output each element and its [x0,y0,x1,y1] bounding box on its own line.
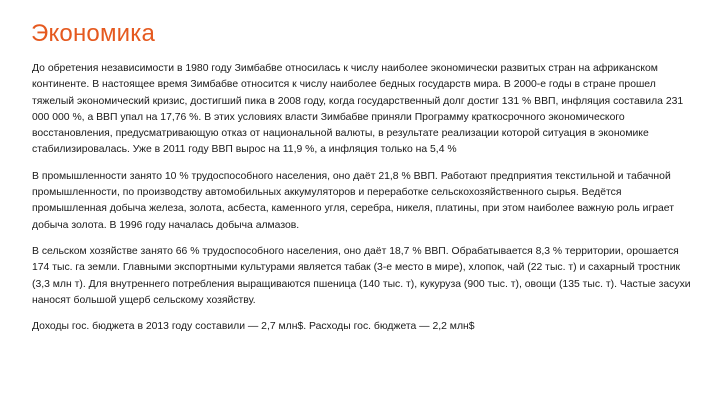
paragraph-industry: В промышленности занято 10 % трудоспособного населения, оно даёт 21,8 % ВВП. Работают предприятия текстильной и табачной промышленности, по производству автомобильных аккумуляторов и переработке сельскохозяйственного сырья. Ведётся промышленная добыча железа, золота, асбеста, каменного угля, серебра, никеля, платины, при этом наиболее важную роль играет добыча золота. В 1996 году началась добыча алмазов. [32,170,674,231]
paragraph-economy-history: До обретения независимости в 1980 году Зимбабве относилась к числу наиболее экономически развитых стран на африканском континенте. В настоящее время Зимбабве относится к числу наиболее бедных государств мира. В 2000-е годы в стране прошел тяжелый экономический кризис, достигший пика в 2008 году, когда государственный долг достиг 131 % ВВП, инфляция составила 231 000 000 %, а ВВП упал на 17,76 %. В этих условиях власти Зимбабве приняли Программу краткосрочного экономического восстановления, предусматривающую отказ от национальной валюты, в результате реализации которой ситуация в экономике стабилизировалась. Уже в 2011 году ВВП вырос на 11,9 %, а инфляция только на 5,4 % [32,63,684,156]
slide-body [32,61,692,345]
paragraph-agriculture: В сельском хозяйстве занято 66 % трудоспособного населения, оно даёт 18,7 % ВВП. Обрабатывается 8,3 % территории, орошается 174 тыс. га земли. Главными экспортными культурами является табак (3-е место в мире), хлопок, чай (22 тыс. т) и сахарный тростник (3,3 млн т). Для внутреннего потребления выращиваются пшеница (140 тыс. т), кукуруза (900 тыс. т), овощи (135 тыс. т). Частые засухи наносят большой ущерб сельскому хозяйству. [32,245,691,306]
slide-title: Экономика [31,20,156,47]
paragraph-budget: Доходы гос. бюджета в 2013 году составили — 2,7 млн$. Расходы гос. бюджета — 2,2 млн$ [32,321,475,333]
